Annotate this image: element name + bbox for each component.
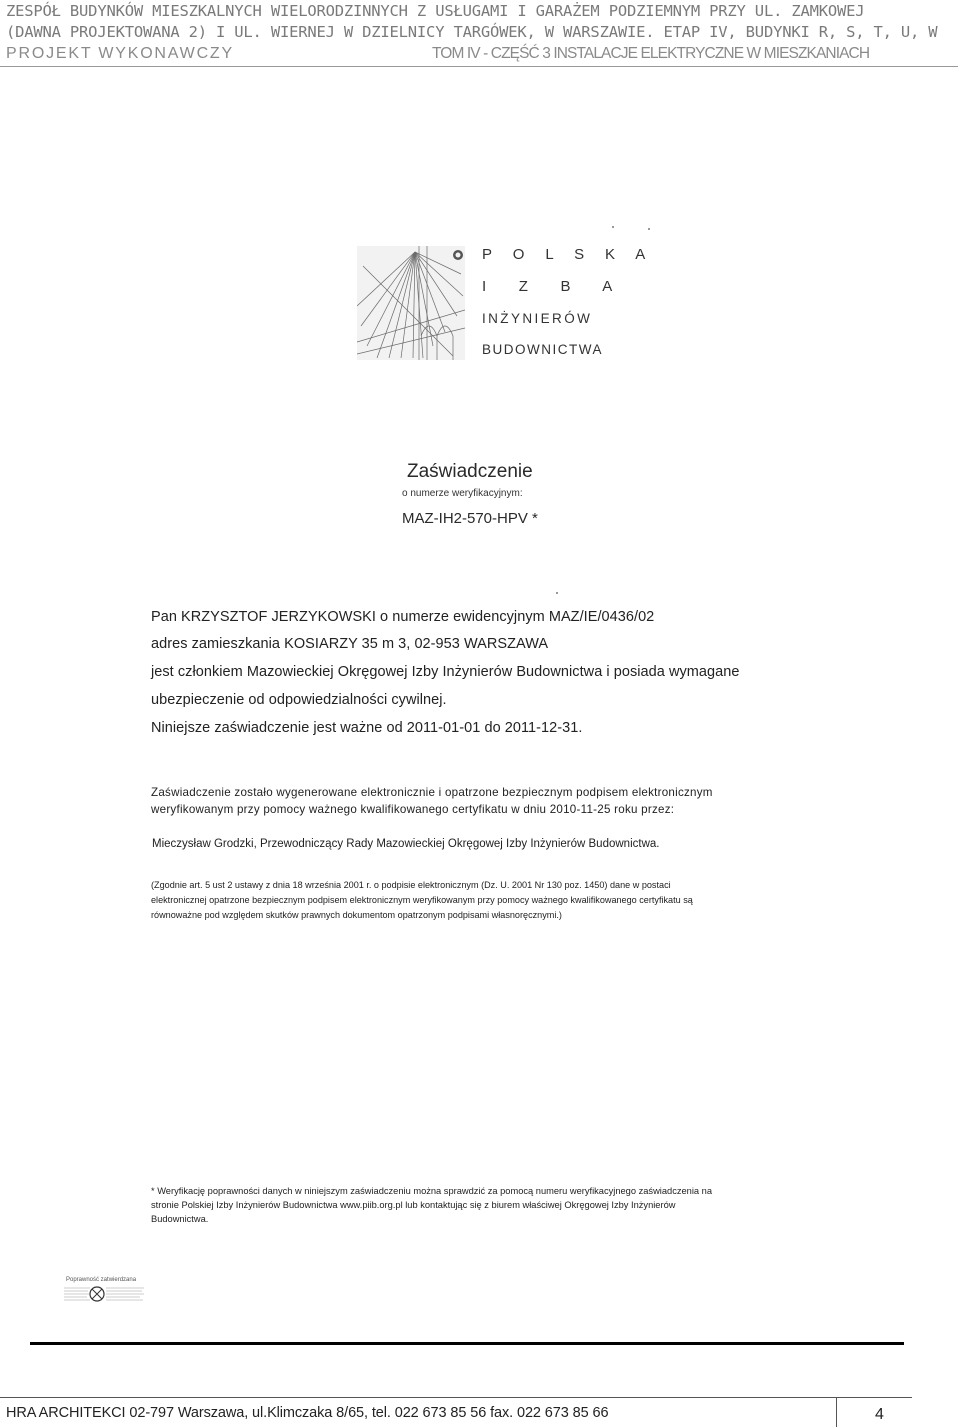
footer-divider-thick <box>30 1342 904 1345</box>
body-line: Pan KRZYSZTOF JERZYKOWSKI o numerze ewidencyjnym MAZ/IE/0436/02 <box>151 609 655 625</box>
validity-line: Niniejsze zaświadczenie jest ważne od 2011-01-01 do 2011-12-31. <box>151 720 583 736</box>
generation-line: Zaświadczenie zostało wygenerowane elektronicznie i opatrzone bezpiecznym podpisem elektronicznym <box>151 786 713 799</box>
footnote-line: * Weryfikację poprawności danych w niniejszym zaświadczeniu można sprawdzić za pomocą numeru weryfikacyjnego zaświadczenia na <box>151 1186 712 1196</box>
logo-text-polska: P O L S K A <box>482 246 654 263</box>
header-divider <box>0 66 958 67</box>
page-number: 4 <box>875 1406 884 1423</box>
scan-speck <box>648 228 650 230</box>
body-line: ubezpieczenie od odpowiedzialności cywilnej. <box>151 692 447 708</box>
footer-divider-thin <box>0 1397 912 1398</box>
legal-line: elektronicznej opatrzone bezpiecznym podpisem elektronicznym weryfikowanym przy pomocy ważnego kwalifikowanego certyfikatu są <box>151 895 693 905</box>
footnote-line: stronie Polskiej Izby Inżynierów Budownictwa www.piib.org.pl lub kontaktując się z biurem właściwej Okręgowej Izby Inżynierów <box>151 1200 676 1210</box>
scan-speck <box>612 226 614 228</box>
header-project-type: PROJEKT WYKONAWCZY <box>6 45 234 62</box>
stamp-label: Poprawność zatwierdzana <box>66 1277 137 1283</box>
stamp-seal-icon <box>62 1285 148 1305</box>
legal-line: równoważne pod względem skutków prawnych dokumentom opatrzonym podpisami własnoręcznymi.) <box>151 910 562 920</box>
body-line: adres zamieszkania KOSIARZY 35 m 3, 02-953 WARSZAWA <box>151 636 549 652</box>
footnote-line: Budownictwa. <box>151 1214 209 1224</box>
footer-address: HRA ARCHITEKCI 02-797 Warszawa, ul.Klimczaka 8/65, tel. 022 673 85 56 fax. 022 673 85 66 <box>6 1405 609 1421</box>
certificate-title: Zaświadczenie <box>407 461 533 482</box>
signer-line: Mieczysław Grodzki, Przewodniczący Rady Mazowieckiej Okręgowej Izby Inżynierów Budownictwa. <box>152 838 660 850</box>
certificate-subtitle: o numerze weryfikacyjnym: <box>402 488 523 499</box>
logo-text-budownictwa: BUDOWNICTWA <box>482 342 603 357</box>
logo-text-inzynierow: INŻYNIERÓW <box>482 311 593 326</box>
verification-number: MAZ-IH2-570-HPV * <box>402 510 538 527</box>
body-line: jest członkiem Mazowieckiej Okręgowej Izby Inżynierów Budownictwa i posiada wymagane <box>151 664 740 680</box>
header-volume: TOM IV - CZĘŚĆ 3 INSTALACJE ELEKTRYCZNE W MIESZKANIACH <box>432 45 870 62</box>
header-line-2: (DAWNA PROJEKTOWANA 2) I UL. WIERNEJ W DZIELNICY TARGÓWEK, W WARSZAWIE. ETAP IV, BUDYNKI R, S, T, U, W <box>6 23 938 41</box>
generation-line: weryfikowanym przy pomocy ważnego kwalifikowanego certyfikatu w dniu 2010-11-25 roku przez: <box>151 803 675 816</box>
legal-line: (Zgodnie art. 5 ust 2 ustawy z dnia 18 września 2001 r. o podpisie elektronicznym (Dz. U. 2001 Nr 130 poz. 1450) dane w postaci <box>151 880 671 890</box>
logo-text-izba: I Z B A <box>482 278 627 295</box>
approval-stamp <box>62 1277 152 1305</box>
footer-separator <box>836 1397 837 1427</box>
scan-speck <box>556 592 558 594</box>
piib-logo-icon <box>357 246 465 360</box>
header-line-1: ZESPÓŁ BUDYNKÓW MIESZKALNYCH WIELORODZINNYCH Z USŁUGAMI I GARAŻEM PODZIEMNYM PRZY UL. ZAMKOWEJ <box>6 2 865 20</box>
